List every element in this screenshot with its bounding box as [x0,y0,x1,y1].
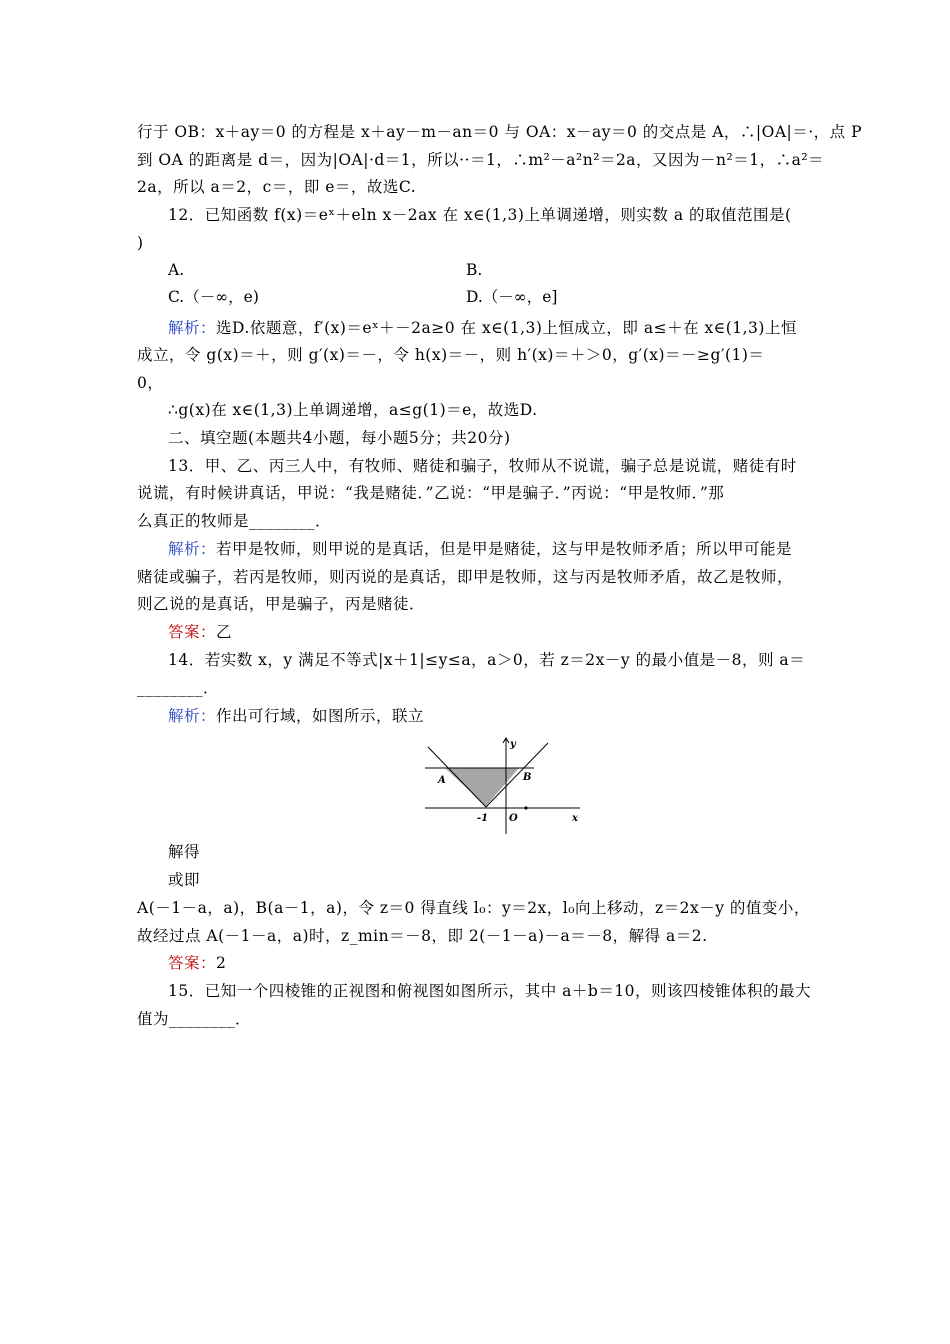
feasible-region-figure [422,735,584,837]
text-line: 值为________． [137,1010,252,1028]
text-line: 故经过点 A(－1－a，a)时，z_min＝－8，即 2(－1－a)－a＝－8，解得 a＝2. [137,927,708,945]
option-a: A. [168,261,185,279]
label-origin: O [509,813,518,824]
answer-13 [168,622,868,642]
question-15: 15．已知一个四棱锥的正视图和俯视图如图所示，其中 a＋b＝10，则该四棱锥体积的最大 [168,982,812,1000]
shaded-region [445,768,519,806]
text-line: 或即 [168,871,201,889]
solution-14 [168,706,868,726]
solution-label: 解析： [168,707,217,725]
question-12: 12．已知函数 f(x)＝eˣ＋eln x－2ax 在 x∈(1,3)上单调递增，则实数 a 的取值范围是( [168,206,792,224]
solution-13 [168,539,868,559]
text-line: A(－1－a，a)，B(a－1，a)，令 z＝0 得直线 l₀：y＝2x，l₀向上移动，z＝2x－y 的值变小， [137,899,810,917]
text-line: 么真正的牧师是________． [137,512,332,530]
text-line: 成立，令 g(x)＝＋，则 g′(x)＝－，令 h(x)＝－，则 h′(x)＝＋＞0，g′(x)＝－≥g′(1)＝ [137,346,765,364]
answer-label: 答案： [168,954,217,972]
label-neg1: -1 [477,813,489,824]
solution-text: 若甲是牧师，则甲说的是真话，但是甲是赌徒，这与甲是牧师矛盾；所以甲可能是 [216,540,793,558]
question-14: 14．若实数 x，y 满足不等式|x＋1|≤y≤a，a＞0，若 z＝2x－y 的最小值是－8，则 a＝ [168,651,806,669]
option-d: D.（－∞，e] [466,288,558,306]
text-line: 2a，所以 a＝2，c＝，即 e＝，故选C. [137,178,417,196]
answer-text: 乙 [216,623,233,641]
solution-text: 作出可行域，如图所示，联立 [216,707,425,725]
label-a: A [438,775,446,786]
label-y: y [510,739,516,750]
text-line: 赌徒或骗子，若丙是牧师，则丙说的是真话，即甲是牧师，这与丙是牧师矛盾，故乙是牧师， [137,568,794,586]
text-line: 说谎，有时候讲真话，甲说：“我是赌徒．”乙说：“甲是骗子．”丙说：“甲是牧师．”那 [137,484,725,502]
answer-14 [168,953,868,973]
solution-12 [168,318,868,338]
solution-text: 选D.依题意，f′(x)＝eˣ＋－2a≥0 在 x∈(1,3)上恒成立，即 a≤＋在 x∈(1,3)上恒 [216,319,797,337]
text-line: ________． [137,679,220,697]
solution-label: 解析： [168,540,217,558]
label-x: x [572,813,578,824]
solution-label: 解析： [168,319,217,337]
question-13: 13．甲、乙、丙三人中，有牧师、赌徒和骗子，牧师从不说谎，骗子总是说谎，赌徒有时 [168,457,797,475]
label-b: B [523,772,532,783]
text-line: 则乙说的是真话，甲是骗子，丙是赌徒． [137,595,426,613]
answer-text: 2 [216,954,227,972]
text-line: ) [137,234,144,252]
section-heading: 二、填空题(本题共4小题，每小题5分；共20分) [168,429,511,447]
text-line: 0， [137,374,164,392]
text-line: 行于 OB：x＋ay＝0 的方程是 x＋ay－m－an＝0 与 OA：x－ay＝0 的交点是 A，∴|OA|＝·，点 P [137,123,863,141]
option-b: B. [466,261,483,279]
text-line: ∴g(x)在 x∈(1,3)上单调递增，a≤g(1)＝e，故选D. [168,401,538,419]
axis-tick-point [524,806,527,809]
answer-label: 答案： [168,623,217,641]
text-line: 解得 [168,843,201,861]
text-line: 到 OA 的距离是 d＝，因为|OA|·d＝1，所以··＝1，∴m²－a²n²＝2a，又因为－n²＝1，∴a²＝ [137,151,825,169]
option-c: C.（－∞，e) [168,288,259,306]
